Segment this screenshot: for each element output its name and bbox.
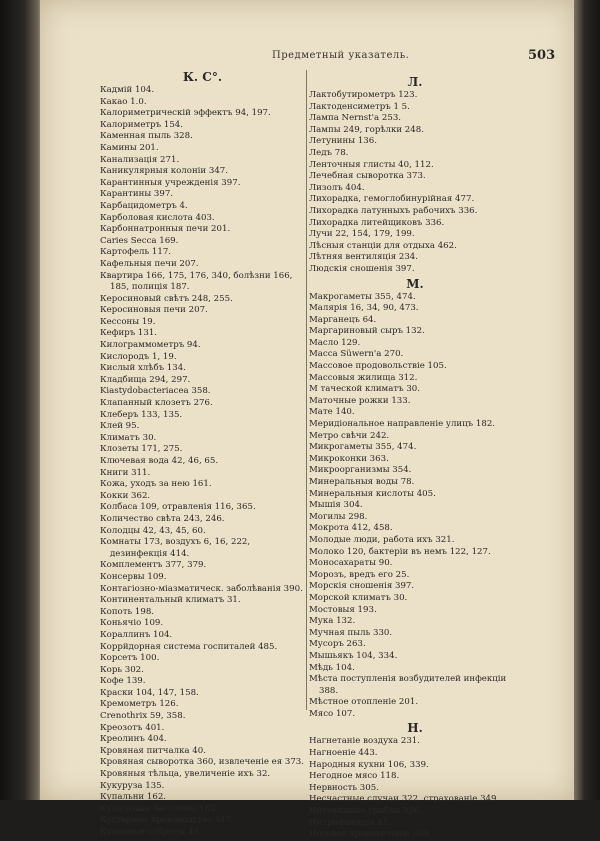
index-entry: Калориметръ 154. bbox=[100, 119, 183, 130]
index-entry: Мѣстное отопленіе 201. bbox=[309, 697, 419, 708]
index-entry: Картофель 117. bbox=[100, 247, 172, 258]
index-entry: Колодцы 42, 43, 45, 60. bbox=[100, 525, 206, 536]
index-entry: Микроконки 363. bbox=[309, 453, 389, 464]
index-entry: Кладбища 294, 297. bbox=[100, 374, 191, 385]
index-entry: Краски 104, 147, 158. bbox=[100, 687, 199, 698]
index-entry: Нитевидные грибки 356. bbox=[309, 806, 423, 817]
column-divider bbox=[306, 70, 307, 710]
index-entry: Маточные рожки 133. bbox=[309, 395, 411, 406]
index-entry: Кокки 362. bbox=[100, 490, 151, 501]
index-entry: Кровяная сыворотка 360, извлеченіе ея 373. bbox=[100, 757, 305, 768]
index-entry: Купальни 162. bbox=[100, 792, 167, 803]
index-entry: Коньячіо 109. bbox=[100, 618, 164, 629]
index-entry: Комплементъ 377, 379. bbox=[100, 560, 207, 571]
index-entry: Морской климатъ 30. bbox=[309, 592, 408, 603]
index-entry: Креозотъ 401. bbox=[100, 722, 165, 733]
index-entry: Консервы 109. bbox=[100, 571, 167, 582]
index-entry: Клей 95. bbox=[100, 421, 140, 432]
index-entry: Несчастные случаи 322, страхованіе 349. bbox=[309, 794, 500, 805]
index-entry: Комнаты 173, воздухъ 6, 16, 222, дезинфекція 414. bbox=[100, 537, 251, 559]
index-entry: Клеберъ 133, 135. bbox=[100, 409, 183, 420]
section-letter: К. С°. bbox=[183, 70, 222, 84]
index-entry: Кефиръ 131. bbox=[100, 328, 158, 339]
index-entry: Клозеты 171, 275. bbox=[100, 444, 183, 455]
index-entry: Мѣста поступленія возбудителей инфекціи 388. bbox=[309, 674, 507, 696]
index-entry: Купальные бассейны 162. bbox=[100, 803, 219, 814]
index-entry: Кожа, уходъ за нею 161. bbox=[100, 479, 212, 490]
index-entry: Лизолъ 404. bbox=[309, 182, 365, 193]
index-entry: Мѣдь 104. bbox=[309, 662, 355, 673]
index-entry: Кровяная питчалка 40. bbox=[100, 745, 206, 756]
index-entry: Летунины 136. bbox=[309, 136, 377, 147]
index-entry: Керосиновыя печи 207. bbox=[100, 305, 208, 316]
index-entry: Квартира 166, 175, 176, 340, болѣзни 166, 185, полиція 187. bbox=[100, 270, 293, 293]
index-entry: Лѣсныя станціи для отдыха 462. bbox=[309, 240, 457, 251]
header-title: Предметный указатель. bbox=[272, 50, 410, 61]
index-entry: Массовое продовольствіе 105. bbox=[309, 361, 447, 372]
index-entry: Масса Süwern'a 270. bbox=[309, 349, 404, 360]
index-entry: Калориметрическій эффектъ 94, 197. bbox=[100, 108, 271, 119]
index-entry: Лампа Nernst'a 253. bbox=[309, 113, 402, 124]
index-entry: Ключевая вода 42, 46, 65. bbox=[100, 456, 219, 466]
index-entry: Нервность 305. bbox=[309, 782, 379, 793]
index-entry: Лучи 22, 154, 179, 199. bbox=[309, 229, 415, 240]
index-entry: Контагіозно-міазматическ. заболѣванія 390. bbox=[100, 583, 303, 594]
index-entry: Кровяныя тѣльца, увеличеніе ихъ 32. bbox=[100, 769, 271, 780]
index-entry: Кадмій 104. bbox=[100, 85, 155, 95]
index-entry: Негодное мясо 118. bbox=[309, 771, 400, 782]
section-letter: Л. bbox=[407, 75, 423, 89]
index-entry: Марганецъ 64. bbox=[309, 314, 377, 325]
section-list bbox=[309, 75, 521, 841]
index-entry: Лихорадка латунныхъ рабочихъ 336. bbox=[309, 205, 478, 216]
index-entry: Мокрота 412, 458. bbox=[309, 523, 393, 534]
book-spine bbox=[0, 0, 44, 800]
index-entry: Какао 1.0. bbox=[100, 96, 147, 107]
index-entry: Колбаса 109, отравленія 116, 365. bbox=[100, 502, 256, 513]
index-entry: Кафельныя печи 207. bbox=[100, 258, 199, 269]
index-entry: Кремометръ 126. bbox=[100, 699, 179, 710]
index-entry: Копоть 198. bbox=[100, 606, 155, 617]
index-entry: Нитрификація 81. bbox=[309, 817, 392, 828]
index-entry: Народныя кухни 106, 339. bbox=[309, 759, 429, 770]
index-entry: Маргариновый сыръ 132. bbox=[309, 326, 425, 337]
index-entry: Лѣтняя вентиляція 234. bbox=[309, 252, 418, 263]
index-entry: Носовое кровотеченіе 303. bbox=[309, 829, 432, 840]
index-entry: Канализація 271. bbox=[100, 154, 180, 165]
index-entry: Лактобутирометръ 123. bbox=[309, 90, 418, 100]
index-entry: Масло 129. bbox=[309, 337, 361, 348]
section-letter: Н. bbox=[407, 721, 423, 736]
index-entry: Количество свѣта 243, 246. bbox=[100, 513, 225, 524]
index-entry: Кофе 139. bbox=[100, 676, 146, 687]
index-entry: Лампы 249, горѣлки 248. bbox=[309, 124, 424, 135]
index-entry: Мышьякъ 104, 334. bbox=[309, 650, 398, 661]
page-number: 503 bbox=[528, 48, 556, 63]
index-entry: Макрогаметы 355, 474. bbox=[309, 291, 416, 302]
left-column bbox=[100, 69, 305, 839]
index-entry: Ледъ 78. bbox=[309, 147, 349, 158]
index-entry: Микрогаметы 355, 474. bbox=[309, 442, 417, 453]
index-entry: Кухонные отбросы 43. bbox=[100, 827, 202, 837]
index-entry: Континентальный климатъ 31. bbox=[100, 595, 241, 606]
index-entry: Камины 201. bbox=[100, 142, 159, 153]
index-entry: Кораллинъ 104. bbox=[100, 629, 173, 640]
index-entry: Лихорадка, гемоглобинурійная 477. bbox=[309, 194, 475, 205]
index-entry: Морозъ, вредъ его 25. bbox=[309, 569, 410, 580]
index-entry: Могилы 298. bbox=[309, 511, 368, 522]
index-entry: Карбацидометръ 4. bbox=[100, 200, 188, 211]
index-entry: Коррйдорная система госпиталей 485. bbox=[100, 641, 278, 652]
index-entry: Кустарное производство 315. bbox=[100, 815, 235, 826]
index-entry: Кислый хлѣбъ 134. bbox=[100, 363, 186, 374]
right-column bbox=[309, 74, 521, 841]
index-entry: Массовыя жилища 312. bbox=[309, 372, 418, 383]
index-entry: Карантины 397. bbox=[100, 189, 174, 200]
index-entry: Книги 311. bbox=[100, 467, 151, 478]
index-entry: Crenothrix 59, 358. bbox=[100, 711, 186, 722]
index-entry: Caries Secca 169. bbox=[100, 235, 179, 246]
index-entry: Клапанный клозетъ 276. bbox=[100, 398, 213, 409]
index-entry: Нагноеніе 443. bbox=[309, 748, 378, 759]
index-entry: Каникулярныя колоніи 347. bbox=[100, 166, 229, 177]
index-entry: Малярія 16, 34, 90, 473. bbox=[309, 303, 419, 314]
index-entry: Моносахараты 90. bbox=[309, 558, 393, 569]
index-entry: Минеральныя воды 78. bbox=[309, 477, 415, 487]
index-entry: Мышія 304. bbox=[309, 500, 363, 511]
index-entry: Корь 302. bbox=[100, 664, 144, 675]
index-entry: Мате 140. bbox=[309, 407, 355, 418]
index-entry: Креолинъ 404. bbox=[100, 734, 167, 745]
index-entry: Карантинныя учрежденія 397. bbox=[100, 177, 241, 188]
index-entry: Мостовыя 193. bbox=[309, 604, 377, 615]
index-entry: Метро свѣчи 242. bbox=[309, 430, 390, 441]
index-entry: Карбоннатронныя печи 201. bbox=[100, 224, 231, 235]
index-entry: Лактоденсиметръ 1 5. bbox=[309, 101, 410, 112]
index-entry: Минеральныя кислоты 405. bbox=[309, 488, 436, 499]
index-entry: Кислородъ 1, 19. bbox=[100, 351, 177, 362]
index-entry: Карболовая кислота 403. bbox=[100, 212, 215, 223]
index-entry: Лечебная сыворотка 373. bbox=[309, 171, 426, 182]
index-entry: Молодые люди, работа ихъ 321. bbox=[309, 534, 455, 545]
index-entry: Морскія сношенія 397. bbox=[309, 581, 415, 592]
index-entry: Корсетъ 100. bbox=[100, 653, 160, 664]
index-entry: Мука 132. bbox=[309, 616, 356, 627]
index-entry: Керосиновый свѣтъ 248, 255. bbox=[100, 293, 233, 304]
entry-list bbox=[100, 85, 305, 839]
index-entry: М таческой климатъ 30. bbox=[309, 384, 420, 395]
index-entry: Мусоръ 263. bbox=[309, 639, 366, 650]
index-entry: Кессоны 19. bbox=[100, 316, 156, 327]
index-entry: Меридіональное направленіе улицъ 182. bbox=[309, 419, 496, 430]
index-entry: Микроорганизмы 354. bbox=[309, 465, 412, 476]
index-entry: Нагнетаніе воздуха 231. bbox=[309, 736, 420, 747]
index-entry: Лихорадка литейщиковъ 336. bbox=[309, 217, 445, 228]
page-edge-shadow bbox=[574, 0, 600, 800]
index-entry: Мясо 107. bbox=[309, 708, 356, 719]
index-entry: Климатъ 30. bbox=[100, 432, 157, 443]
index-entry: Кукуруза 135. bbox=[100, 780, 165, 791]
index-entry: Каменная пыль 328. bbox=[100, 131, 193, 142]
index-entry: Молоко 120, бактеріи въ немъ 122, 127. bbox=[309, 546, 491, 557]
index-entry: Людскія сношенія 397. bbox=[309, 263, 415, 274]
index-entry: Мучная пыль 330. bbox=[309, 627, 393, 638]
section-letter: М. bbox=[406, 276, 424, 291]
index-entry: Килограммометръ 94. bbox=[100, 340, 201, 351]
index-entry: Kiastydobacteriacea 358. bbox=[100, 386, 211, 397]
index-entry: Ленточныя глисты 40, 112. bbox=[309, 159, 434, 170]
